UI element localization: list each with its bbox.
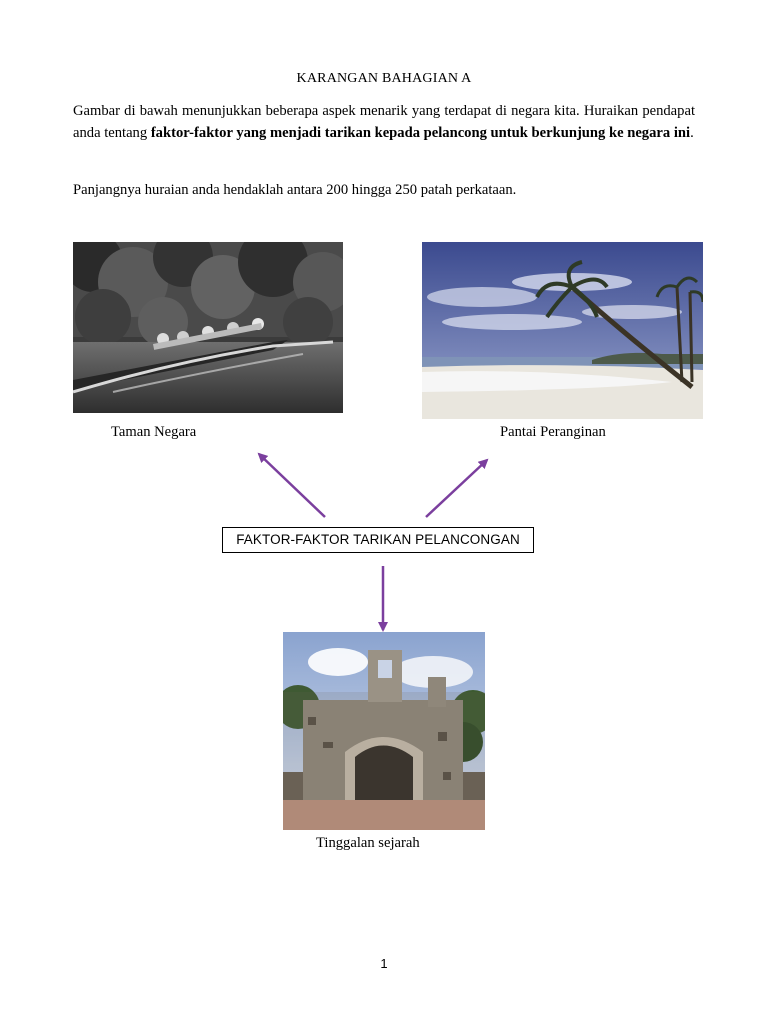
arrow-to-pantai-peranginan [426, 460, 487, 517]
center-label-box: FAKTOR-FAKTOR TARIKAN PELANCONGAN [222, 527, 534, 553]
arrow-to-taman-negara [259, 454, 325, 517]
fort-ruins-photo-icon [283, 632, 485, 830]
instruction-paragraph: Panjangnya huraian anda hendaklah antara 200 hingga 250 patah perkataan. [73, 182, 517, 198]
intro-text-part2: . [690, 125, 694, 141]
beach-palm-photo-icon [422, 242, 703, 419]
taman-negara-photo [73, 242, 343, 413]
page-title: KARANGAN BAHAGIAN A [296, 71, 472, 86]
caption-tinggalan-sejarah: Tinggalan sejarah [316, 835, 420, 851]
river-boat-photo-icon [73, 242, 343, 413]
intro-text-part1: Gambar di bawah menunjukkan beberapa aspek menarik yang terdapat di negara kita. Huraikan pendapat anda tentang [73, 103, 695, 141]
intro-text-bold: faktor-faktor yang menjadi tarikan kepada pelancong untuk berkunjung ke negara ini [150, 125, 691, 141]
caption-taman-negara: Taman Negara [111, 424, 197, 440]
page-number: 1 [380, 956, 388, 971]
tinggalan-sejarah-photo [283, 632, 485, 830]
intro-paragraph [73, 100, 695, 144]
pantai-peranginan-photo [422, 242, 703, 419]
caption-pantai-peranginan: Pantai Peranginan [500, 424, 606, 440]
